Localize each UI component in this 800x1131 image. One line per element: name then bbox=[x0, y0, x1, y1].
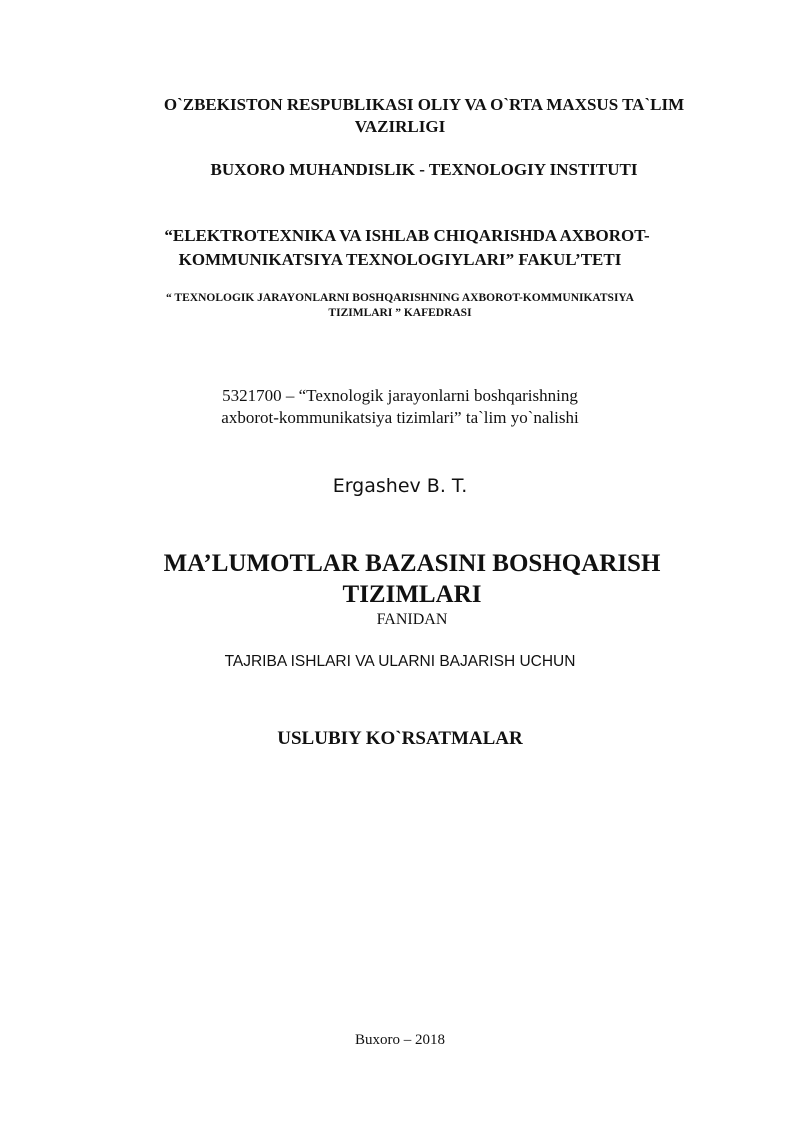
author-name: Ergashev B. T. bbox=[332, 475, 468, 497]
ministry-line-1: O`ZBEKISTON RESPUBLIKASI OLIY VA O`RTA MAXSUS TA`LIM bbox=[163, 95, 685, 114]
program-line-1: 5321700 – “Texnologik jarayonlarni boshqarishning bbox=[222, 386, 578, 405]
fanidan-label: FANIDAN bbox=[376, 611, 448, 628]
document-type: USLUBIY KO`RSATMALAR bbox=[277, 728, 523, 749]
faculty-line-1: “ELEKTROTEXNIKA VA ISHLAB CHIQARISHDA AXBOROT- bbox=[164, 226, 650, 245]
department-line-2: TIZIMLARI ” KAFEDRASI bbox=[328, 307, 472, 319]
subject-line-1: MA’LUMOTLAR BAZASINI BOSHQARISH bbox=[163, 550, 661, 577]
subject-line-2: TIZIMLARI bbox=[342, 581, 482, 608]
ministry-line-2: VAZIRLIGI bbox=[354, 117, 446, 136]
institute-name: BUXORO MUHANDISLIK - TEXNOLOGIY INSTITUTI bbox=[210, 160, 638, 179]
department-line-1: “ TEXNOLOGIK JARAYONLARNI BOSHQARISHNING AXBOROT-KOMMUNIKATSIYA bbox=[166, 292, 634, 304]
purpose-text: TAJRIBA ISHLARI VA ULARNI BAJARISH UCHUN bbox=[224, 653, 576, 670]
place-year: Buxoro – 2018 bbox=[355, 1032, 445, 1048]
program-line-2: axborot-kommunikatsiya tizimlari” ta`lim yo`nalishi bbox=[221, 408, 579, 427]
faculty-line-2: KOMMUNIKATSIYA TEXNOLOGIYLARI” FAKUL’TETI bbox=[178, 250, 622, 269]
